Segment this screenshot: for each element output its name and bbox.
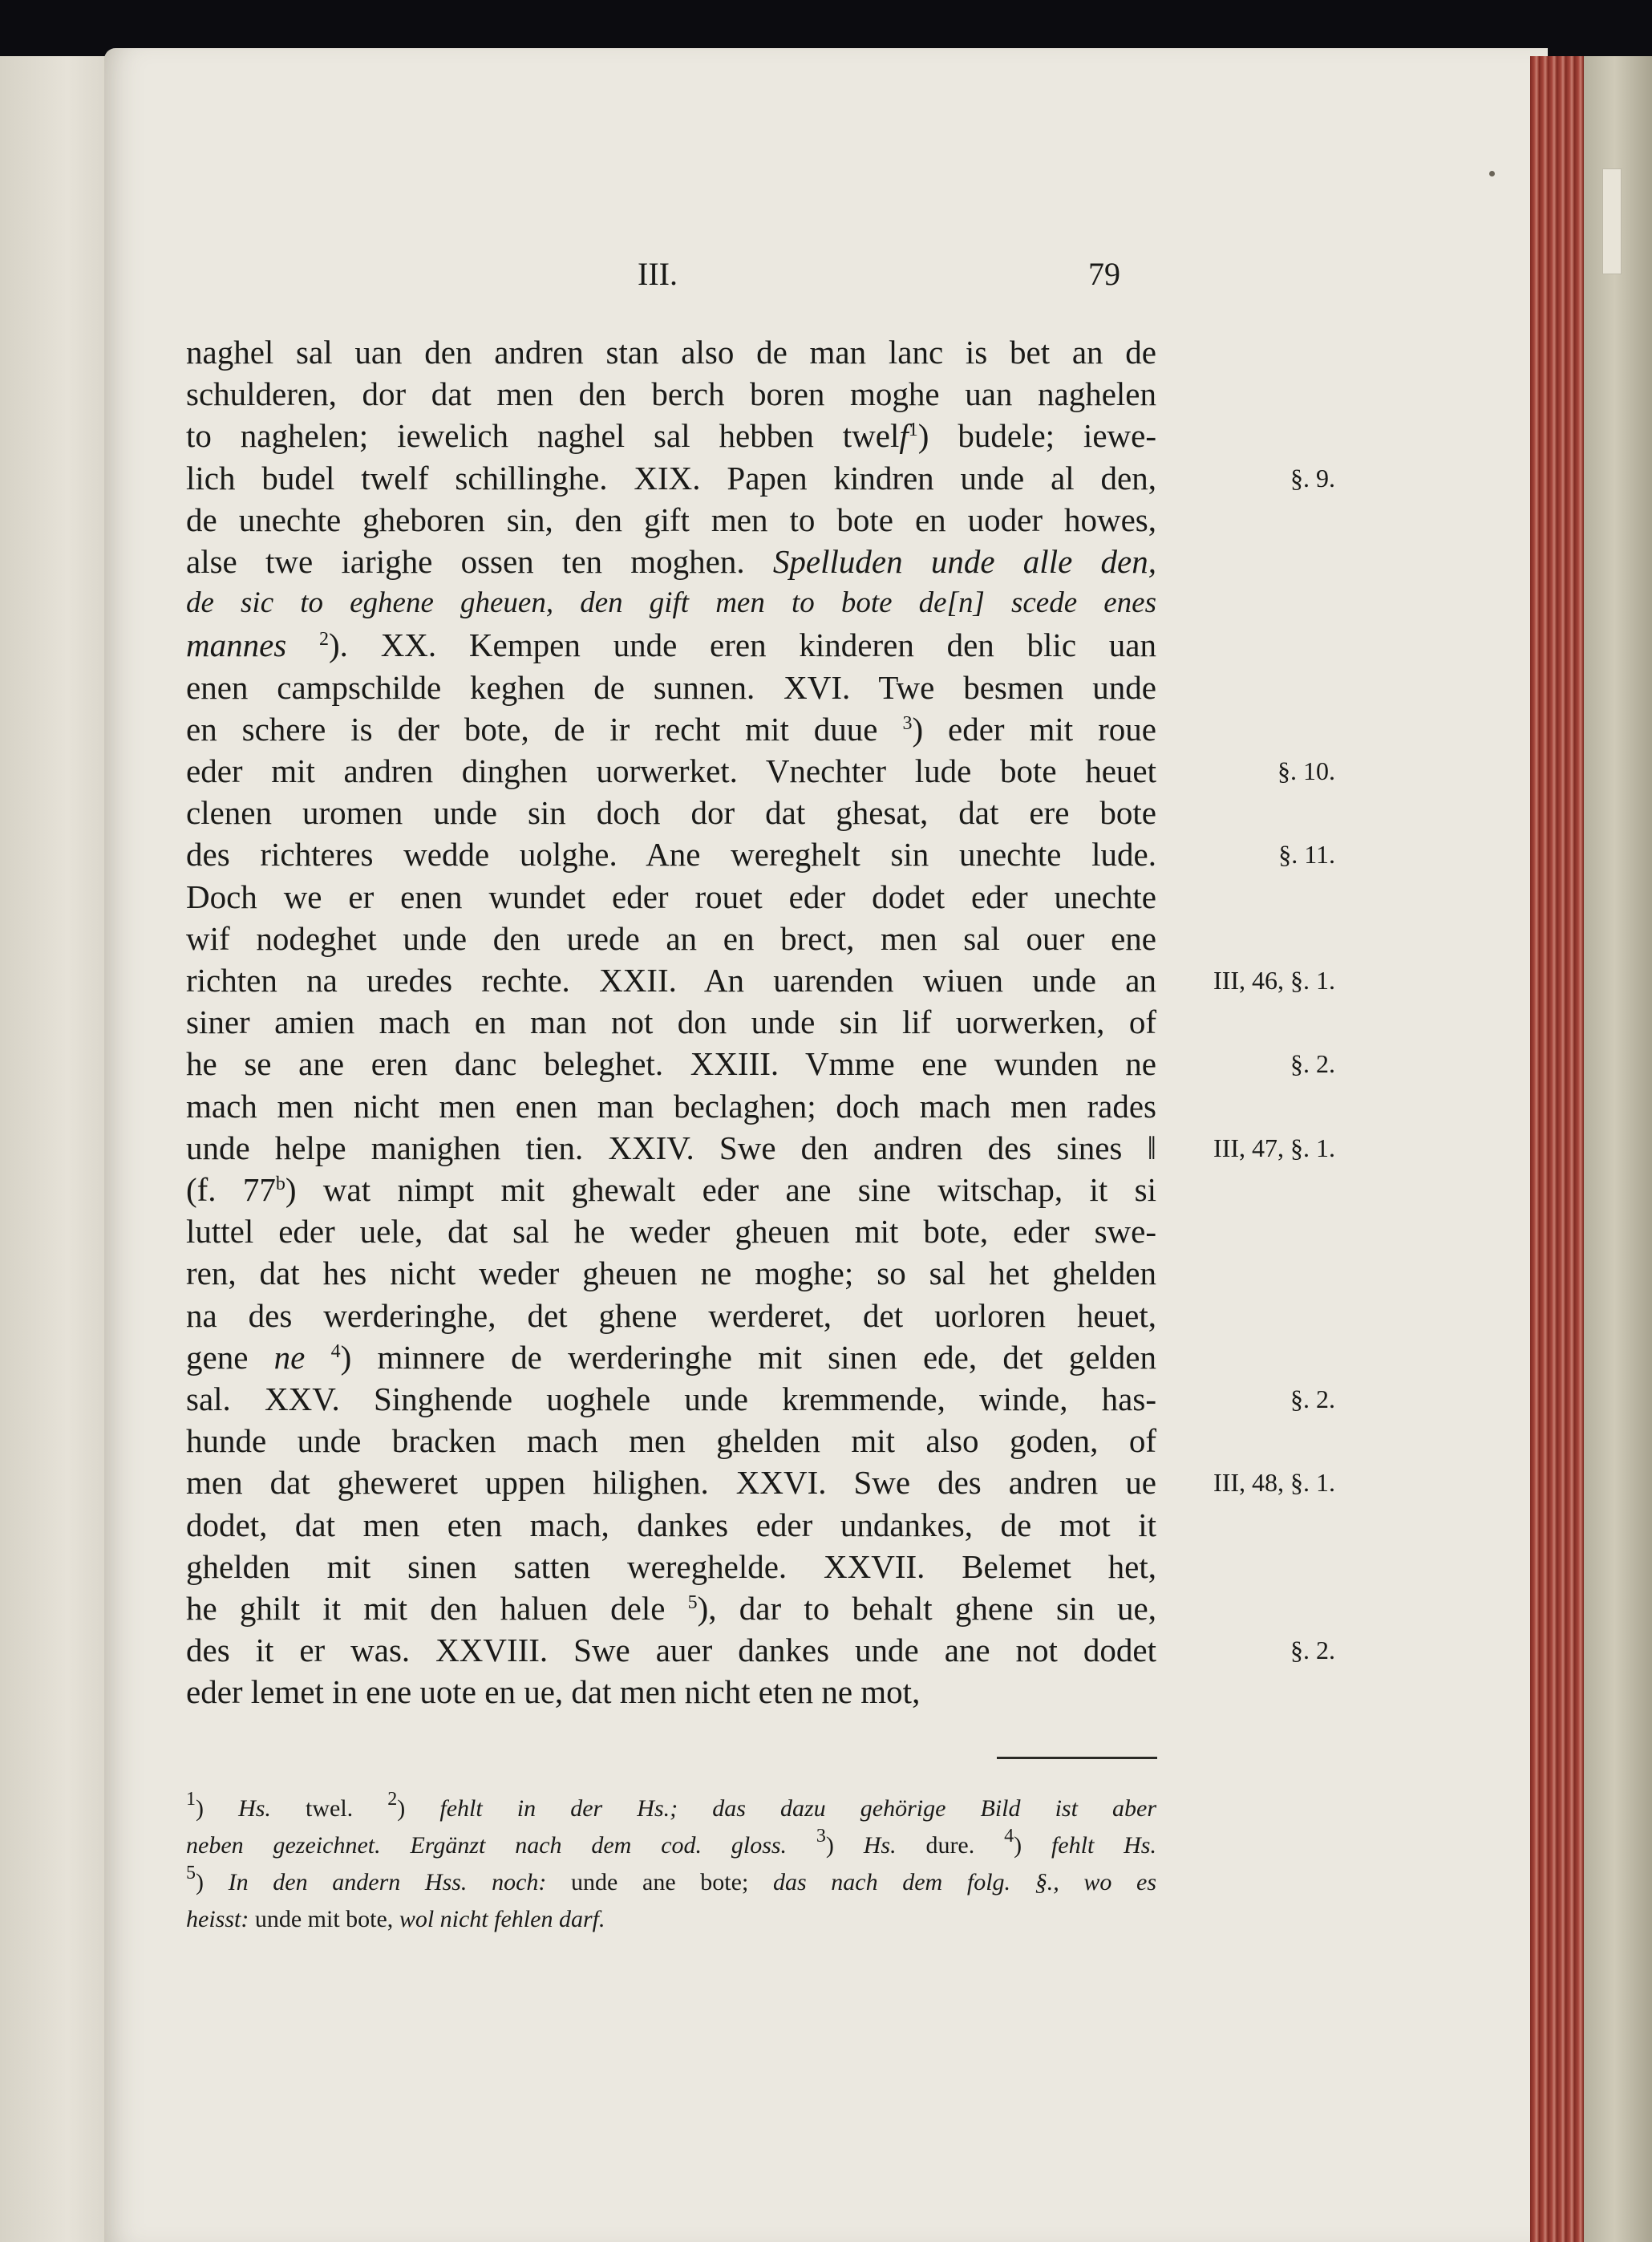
text-line: he se ane eren danc beleghet. XXIII. Vmme ene wunden ne xyxy=(186,1045,1156,1083)
text-line: luttel eder uele, dat sal he weder gheuen mit bote, eder swe- xyxy=(186,1213,1156,1251)
paper-tab xyxy=(1602,168,1622,274)
text-line: na des werderinghe, det ghene werderet, det uorloren heuet, xyxy=(186,1296,1156,1334)
text-line: siner amien mach en man not don unde sin lif uorwerken, of xyxy=(186,1003,1156,1041)
text-line: ren, dat hes nicht weder gheuen ne moghe; so sal het ghelden xyxy=(186,1255,1156,1292)
footnote-marker: 4 xyxy=(1004,1826,1014,1847)
marginal-reference: III, 46, §. 1. xyxy=(1213,966,1335,995)
italic-text: mannes xyxy=(186,626,287,664)
italic-text: de sic to eghene gheuen, den gift men to bote de[n] scede enes xyxy=(186,586,1156,620)
text-line: naghel sal uan den andren stan also de man lanc is bet an de xyxy=(186,334,1156,371)
marginal-reference: §. 2. xyxy=(1290,1636,1335,1665)
text-line: to naghelen; iewelich naghel sal hebben twelf$^1$) budele; iewe- xyxy=(186,417,1156,455)
section-number: III. xyxy=(638,256,678,292)
text-line: sal. XXV. Singhende uoghele unde kremmende, winde, has- xyxy=(186,1380,1156,1417)
text-line: enen campschilde keghen de sunnen. XVI. Twe besmen unde xyxy=(186,668,1156,706)
footnote-line: neben gezeichnet. Ergänzt nach dem cod. gloss. $^3$) Hs. dure. $^4$) fehlt Hs. xyxy=(186,1826,1156,1859)
text-line: eder lemet in ene uote en ue, dat men nicht eten ne mot, xyxy=(186,1673,921,1711)
text-line: dodet, dat men eten mach, dankes eder undankes, de mot it xyxy=(186,1506,1156,1543)
italic-text: Hs. xyxy=(238,1795,271,1822)
italic-text: das nach dem folg. §., wo es xyxy=(772,1869,1156,1895)
text-line: wif nodeghet unde den urede an en brect, men sal ouer ene xyxy=(186,919,1156,957)
footnote-marker: 3 xyxy=(902,712,913,734)
marginal-reference: §. 2. xyxy=(1290,1049,1335,1079)
italic-text: ne xyxy=(273,1338,306,1376)
italic-text: Spelluden unde alle den, xyxy=(772,543,1157,580)
italic-text: In den andern Hss. noch: xyxy=(228,1869,547,1895)
text-line: gene ne $^4$) minnere de werderinghe mit sinen ede, det gelden xyxy=(186,1338,1156,1376)
text-line: ghelden mit sinen satten wereghelde. XXVII. Belemet het, xyxy=(186,1547,1156,1585)
previous-page-edge xyxy=(0,56,115,2242)
marginal-reference: III, 48, §. 1. xyxy=(1213,1468,1335,1498)
footnote-marker: b xyxy=(275,1174,285,1194)
footnote-marker: 5 xyxy=(687,1592,698,1613)
marginal-reference: III, 47, §. 1. xyxy=(1213,1133,1335,1162)
footnote-marker: 3 xyxy=(816,1826,826,1847)
marginal-reference: §. 2. xyxy=(1290,1385,1335,1413)
text-line: men dat gheweret uppen hilighen. XXVI. Swe des andren ue xyxy=(186,1464,1156,1502)
book-cover-edge xyxy=(1584,56,1652,2242)
footnote-line: $^1$) Hs. twel. $^2$) fehlt in der Hs.; das dazu gehörige Bild ist aber xyxy=(186,1789,1157,1822)
text-line: mannes $^2$). XX. Kempen unde eren kinderen den blic uan xyxy=(186,626,1156,664)
footnote-marker: 1 xyxy=(908,420,918,441)
paper-spot xyxy=(1489,171,1495,176)
text-line: unde helpe manighen tien. XXIV. Swe den andren des sines ‖ xyxy=(186,1129,1156,1166)
footnote-marker: 1 xyxy=(186,1789,196,1810)
italic-text: Hs. xyxy=(863,1832,897,1859)
italic-text: fehlt in der Hs.; das dazu gehörige Bild ist aber xyxy=(439,1795,1157,1822)
text-line: lich budel twelf schillinghe. XIX. Papen kindren unde al den, xyxy=(186,459,1156,497)
footnote-line: $^5$) In den andern Hss. noch: unde ane bote; das nach dem folg. §., wo es xyxy=(186,1863,1156,1895)
text-line: alse twe iarighe ossen ten moghen. Spelluden unde alle den, xyxy=(186,543,1157,580)
italic-text: fehlt Hs. xyxy=(1051,1832,1156,1859)
text-line: he ghilt it mit den haluen dele $^5$), dar to behalt ghene sin ue, xyxy=(186,1590,1156,1627)
footnote-marker: 5 xyxy=(186,1863,196,1883)
text-line: richten na uredes rechte. XXII. An uarenden wiuen unde an xyxy=(186,962,1156,999)
footnote-marker: 2 xyxy=(387,1789,398,1810)
text-line: (f. 77$^b$) wat nimpt mit ghewalt eder ane sine witschap, it si xyxy=(186,1171,1156,1208)
text-line: clenen uromen unde sin doch dor dat ghesat, dat ere bote xyxy=(186,794,1156,832)
footnote-marker: 2 xyxy=(319,629,330,651)
text-line: hunde unde bracken mach men ghelden mit also goden, of xyxy=(186,1422,1156,1460)
text-line: schulderen, dor dat men den berch boren moghe uan naghelen xyxy=(186,375,1156,413)
text-line: eder mit andren dinghen uorwerket. Vnechter lude bote heuet xyxy=(186,752,1156,789)
text-line xyxy=(186,582,1156,624)
footnote-marker: 4 xyxy=(330,1340,341,1362)
italic-text: neben gezeichnet. Ergänzt nach dem cod. gloss. xyxy=(186,1832,788,1859)
footnote-rule xyxy=(997,1757,1157,1759)
text-line: mach men nicht men enen man beclaghen; doch mach men rades xyxy=(186,1087,1156,1125)
red-page-edges xyxy=(1530,56,1586,2242)
footnote-line: heisst: unde mit bote, wol nicht fehlen darf. xyxy=(186,1906,605,1932)
italic-text: heisst: xyxy=(186,1906,249,1932)
marginal-reference: §. 11. xyxy=(1278,840,1335,870)
text-line: de unechte gheboren sin, den gift men to bote en uoder howes, xyxy=(186,501,1156,538)
marginal-reference: §. 9. xyxy=(1290,463,1335,493)
text-line: en schere is der bote, de ir recht mit duue $^3$) eder mit roue xyxy=(186,710,1156,748)
italic-text: f xyxy=(899,417,909,455)
text-line: des richteres wedde uolghe. Ane wereghelt sin unechte lude. xyxy=(186,836,1156,874)
page-number: 79 xyxy=(1088,256,1120,292)
text-line: des it er was. XXVIII. Swe auer dankes unde ane not dodet xyxy=(186,1632,1156,1669)
text-line: Doch we er enen wundet eder rouet eder dodet eder unechte xyxy=(186,878,1156,915)
marginal-reference: §. 10. xyxy=(1277,756,1335,785)
italic-text: wol nicht fehlen darf. xyxy=(399,1906,605,1932)
